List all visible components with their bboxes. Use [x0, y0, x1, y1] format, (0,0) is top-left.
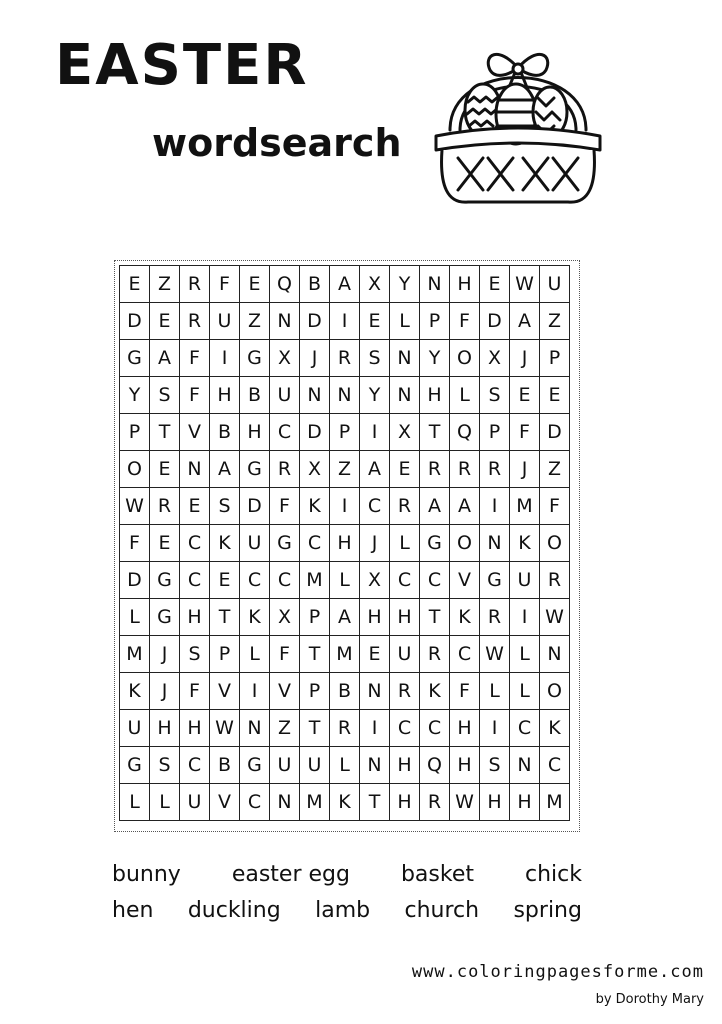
- grid-cell: I: [330, 303, 360, 340]
- grid-cell: O: [450, 525, 480, 562]
- grid-cell: N: [330, 377, 360, 414]
- grid-cell: W: [480, 636, 510, 673]
- grid-cell: I: [240, 673, 270, 710]
- grid-cell: H: [450, 710, 480, 747]
- grid-cell: D: [120, 562, 150, 599]
- grid-cell: L: [510, 673, 540, 710]
- grid-cell: H: [210, 377, 240, 414]
- grid-cell: V: [270, 673, 300, 710]
- grid-cell: F: [180, 340, 210, 377]
- grid-cell: A: [330, 266, 360, 303]
- grid-cell: P: [210, 636, 240, 673]
- grid-cell: C: [360, 488, 390, 525]
- grid-cell: N: [420, 266, 450, 303]
- grid-cell: P: [330, 414, 360, 451]
- grid-cell: I: [330, 488, 360, 525]
- grid-cell: K: [540, 710, 570, 747]
- grid-cell: E: [150, 525, 180, 562]
- grid-cell: H: [240, 414, 270, 451]
- grid-cell: N: [240, 710, 270, 747]
- grid-cell: Z: [240, 303, 270, 340]
- grid-cell: S: [150, 747, 180, 784]
- grid-cell: J: [510, 451, 540, 488]
- grid-cell: L: [150, 784, 180, 821]
- grid-cell: B: [330, 673, 360, 710]
- grid-cell: W: [120, 488, 150, 525]
- grid-cell: R: [180, 266, 210, 303]
- grid-cell: C: [300, 525, 330, 562]
- grid-cell: U: [510, 562, 540, 599]
- grid-cell: V: [180, 414, 210, 451]
- grid-cell: N: [540, 636, 570, 673]
- grid-cell: C: [180, 747, 210, 784]
- grid-cell: M: [120, 636, 150, 673]
- grid-cell: T: [420, 414, 450, 451]
- grid-cell: H: [390, 599, 420, 636]
- grid-cell: K: [300, 488, 330, 525]
- grid-cell: H: [510, 784, 540, 821]
- grid-cell: Q: [420, 747, 450, 784]
- grid-cell: N: [270, 303, 300, 340]
- easter-basket-icon: [428, 40, 608, 210]
- puzzle-border: [114, 260, 580, 832]
- grid-cell: R: [390, 488, 420, 525]
- grid-cell: J: [150, 673, 180, 710]
- grid-cell: F: [540, 488, 570, 525]
- word-lamb: lamb: [315, 898, 371, 923]
- grid-cell: H: [390, 747, 420, 784]
- grid-cell: C: [240, 784, 270, 821]
- grid-cell: N: [510, 747, 540, 784]
- grid-cell: B: [240, 377, 270, 414]
- grid-cell: R: [420, 784, 450, 821]
- grid-cell: X: [360, 562, 390, 599]
- grid-cell: S: [210, 488, 240, 525]
- grid-cell: E: [150, 451, 180, 488]
- grid-cell: M: [300, 562, 330, 599]
- grid-cell: P: [480, 414, 510, 451]
- grid-cell: R: [330, 340, 360, 377]
- grid-cell: R: [540, 562, 570, 599]
- grid-cell: D: [480, 303, 510, 340]
- grid-cell: I: [480, 488, 510, 525]
- grid-cell: L: [480, 673, 510, 710]
- grid-cell: X: [390, 414, 420, 451]
- grid-cell: H: [390, 784, 420, 821]
- grid-cell: R: [420, 451, 450, 488]
- grid-cell: G: [420, 525, 450, 562]
- grid-cell: P: [540, 340, 570, 377]
- grid-cell: F: [270, 488, 300, 525]
- page-title: EASTER: [55, 33, 309, 98]
- grid-cell: R: [480, 451, 510, 488]
- grid-cell: Z: [330, 451, 360, 488]
- grid-cell: C: [240, 562, 270, 599]
- grid-cell: Q: [450, 414, 480, 451]
- grid-cell: E: [240, 266, 270, 303]
- grid-cell: K: [420, 673, 450, 710]
- grid-cell: V: [210, 784, 240, 821]
- grid-cell: Z: [540, 303, 570, 340]
- grid-cell: F: [450, 303, 480, 340]
- grid-cell: Y: [120, 377, 150, 414]
- grid-cell: N: [390, 340, 420, 377]
- grid-cell: P: [120, 414, 150, 451]
- grid-cell: Z: [150, 266, 180, 303]
- grid-cell: P: [300, 673, 330, 710]
- grid-cell: C: [390, 710, 420, 747]
- grid-cell: R: [420, 636, 450, 673]
- grid-cell: M: [330, 636, 360, 673]
- grid-cell: G: [120, 747, 150, 784]
- grid-cell: L: [390, 525, 420, 562]
- grid-cell: J: [510, 340, 540, 377]
- grid-cell: U: [270, 377, 300, 414]
- word-list: [112, 862, 582, 934]
- grid-cell: U: [390, 636, 420, 673]
- grid-cell: A: [450, 488, 480, 525]
- grid-cell: J: [150, 636, 180, 673]
- grid-cell: L: [390, 303, 420, 340]
- grid-cell: U: [180, 784, 210, 821]
- grid-cell: K: [510, 525, 540, 562]
- grid-cell: H: [450, 266, 480, 303]
- grid-cell: O: [540, 525, 570, 562]
- grid-cell: L: [450, 377, 480, 414]
- grid-cell: E: [540, 377, 570, 414]
- grid-cell: N: [390, 377, 420, 414]
- grid-cell: G: [120, 340, 150, 377]
- grid-cell: L: [240, 636, 270, 673]
- grid-cell: R: [270, 451, 300, 488]
- grid-cell: F: [210, 266, 240, 303]
- grid-cell: F: [270, 636, 300, 673]
- grid-cell: N: [270, 784, 300, 821]
- grid-cell: U: [540, 266, 570, 303]
- word-church: church: [404, 898, 480, 923]
- grid-cell: S: [360, 340, 390, 377]
- grid-cell: K: [330, 784, 360, 821]
- grid-cell: G: [240, 747, 270, 784]
- grid-cell: S: [150, 377, 180, 414]
- grid-cell: K: [450, 599, 480, 636]
- grid-cell: H: [480, 784, 510, 821]
- grid-cell: F: [120, 525, 150, 562]
- grid-cell: T: [300, 636, 330, 673]
- grid-cell: H: [330, 525, 360, 562]
- grid-cell: I: [210, 340, 240, 377]
- grid-cell: R: [180, 303, 210, 340]
- grid-cell: H: [420, 377, 450, 414]
- grid-cell: O: [540, 673, 570, 710]
- grid-cell: N: [360, 747, 390, 784]
- grid-cell: N: [180, 451, 210, 488]
- grid-cell: X: [480, 340, 510, 377]
- grid-cell: G: [270, 525, 300, 562]
- grid-cell: K: [240, 599, 270, 636]
- grid-cell: M: [300, 784, 330, 821]
- grid-cell: X: [270, 599, 300, 636]
- grid-cell: D: [120, 303, 150, 340]
- grid-cell: C: [450, 636, 480, 673]
- grid-cell: H: [180, 710, 210, 747]
- grid-cell: E: [360, 636, 390, 673]
- grid-cell: Z: [270, 710, 300, 747]
- grid-cell: Y: [420, 340, 450, 377]
- grid-cell: F: [450, 673, 480, 710]
- grid-cell: E: [150, 303, 180, 340]
- grid-cell: D: [300, 303, 330, 340]
- grid-cell: E: [510, 377, 540, 414]
- grid-cell: P: [300, 599, 330, 636]
- grid-cell: H: [180, 599, 210, 636]
- grid-cell: D: [300, 414, 330, 451]
- footer-author: by Dorothy Mary: [595, 992, 704, 1007]
- grid-cell: R: [330, 710, 360, 747]
- grid-cell: G: [480, 562, 510, 599]
- grid-cell: R: [150, 488, 180, 525]
- grid-cell: T: [360, 784, 390, 821]
- grid-cell: K: [120, 673, 150, 710]
- grid-cell: C: [510, 710, 540, 747]
- grid-cell: B: [210, 747, 240, 784]
- grid-cell: E: [390, 451, 420, 488]
- grid-cell: Q: [270, 266, 300, 303]
- grid-cell: U: [240, 525, 270, 562]
- grid-cell: M: [510, 488, 540, 525]
- grid-cell: F: [180, 673, 210, 710]
- word-duckling: duckling: [187, 898, 281, 923]
- word-basket: basket: [400, 862, 474, 887]
- grid-cell: Y: [390, 266, 420, 303]
- page-subtitle: wordsearch: [152, 121, 402, 165]
- grid-cell: I: [360, 710, 390, 747]
- grid-cell: E: [360, 303, 390, 340]
- grid-cell: C: [420, 562, 450, 599]
- grid-cell: T: [150, 414, 180, 451]
- grid-cell: S: [180, 636, 210, 673]
- grid-cell: C: [180, 562, 210, 599]
- grid-cell: G: [150, 599, 180, 636]
- grid-cell: G: [150, 562, 180, 599]
- grid-cell: R: [450, 451, 480, 488]
- grid-cell: A: [210, 451, 240, 488]
- grid-cell: P: [420, 303, 450, 340]
- footer-url: www.coloringpagesforme.com: [411, 962, 704, 982]
- word-hen: hen: [112, 898, 154, 923]
- grid-cell: K: [210, 525, 240, 562]
- grid-cell: H: [360, 599, 390, 636]
- grid-cell: W: [450, 784, 480, 821]
- grid-cell: W: [210, 710, 240, 747]
- grid-cell: H: [150, 710, 180, 747]
- grid-cell: G: [240, 340, 270, 377]
- grid-cell: F: [510, 414, 540, 451]
- grid-cell: U: [270, 747, 300, 784]
- grid-cell: I: [510, 599, 540, 636]
- grid-cell: V: [210, 673, 240, 710]
- grid-cell: S: [480, 747, 510, 784]
- grid-cell: N: [300, 377, 330, 414]
- grid-cell: B: [210, 414, 240, 451]
- grid-cell: C: [180, 525, 210, 562]
- grid-cell: A: [150, 340, 180, 377]
- grid-cell: Z: [540, 451, 570, 488]
- grid-cell: W: [540, 599, 570, 636]
- grid-cell: N: [480, 525, 510, 562]
- grid-cell: N: [360, 673, 390, 710]
- grid-cell: A: [330, 599, 360, 636]
- word-row: [112, 862, 582, 898]
- grid-cell: C: [420, 710, 450, 747]
- grid-cell: U: [300, 747, 330, 784]
- grid-cell: L: [120, 599, 150, 636]
- letter-grid: [119, 265, 570, 821]
- grid-cell: E: [180, 488, 210, 525]
- grid-cell: O: [120, 451, 150, 488]
- grid-cell: M: [540, 784, 570, 821]
- grid-cell: E: [210, 562, 240, 599]
- grid-cell: R: [480, 599, 510, 636]
- grid-cell: C: [390, 562, 420, 599]
- grid-cell: T: [420, 599, 450, 636]
- grid-cell: J: [300, 340, 330, 377]
- grid-cell: I: [360, 414, 390, 451]
- grid-cell: F: [180, 377, 210, 414]
- grid-cell: T: [300, 710, 330, 747]
- grid-cell: B: [300, 266, 330, 303]
- grid-cell: X: [300, 451, 330, 488]
- grid-cell: V: [450, 562, 480, 599]
- grid-cell: A: [420, 488, 450, 525]
- grid-cell: H: [450, 747, 480, 784]
- grid-cell: G: [240, 451, 270, 488]
- grid-cell: A: [360, 451, 390, 488]
- grid-cell: C: [270, 562, 300, 599]
- grid-cell: W: [510, 266, 540, 303]
- grid-cell: T: [210, 599, 240, 636]
- grid-cell: X: [270, 340, 300, 377]
- grid-cell: O: [450, 340, 480, 377]
- word-easter-egg: easter egg: [231, 862, 350, 887]
- grid-cell: L: [330, 747, 360, 784]
- grid-cell: U: [120, 710, 150, 747]
- word-spring: spring: [513, 898, 582, 923]
- grid-cell: D: [540, 414, 570, 451]
- grid-cell: C: [270, 414, 300, 451]
- word-row: [112, 898, 582, 934]
- grid-cell: J: [360, 525, 390, 562]
- grid-cell: C: [540, 747, 570, 784]
- grid-cell: Y: [360, 377, 390, 414]
- grid-cell: X: [360, 266, 390, 303]
- grid-cell: D: [240, 488, 270, 525]
- word-bunny: bunny: [112, 862, 181, 887]
- grid-cell: E: [480, 266, 510, 303]
- grid-cell: A: [510, 303, 540, 340]
- grid-cell: L: [330, 562, 360, 599]
- grid-cell: L: [120, 784, 150, 821]
- grid-cell: S: [480, 377, 510, 414]
- grid-cell: R: [390, 673, 420, 710]
- word-chick: chick: [524, 862, 582, 887]
- grid-cell: L: [510, 636, 540, 673]
- grid-cell: U: [210, 303, 240, 340]
- grid-cell: I: [480, 710, 510, 747]
- grid-cell: E: [120, 266, 150, 303]
